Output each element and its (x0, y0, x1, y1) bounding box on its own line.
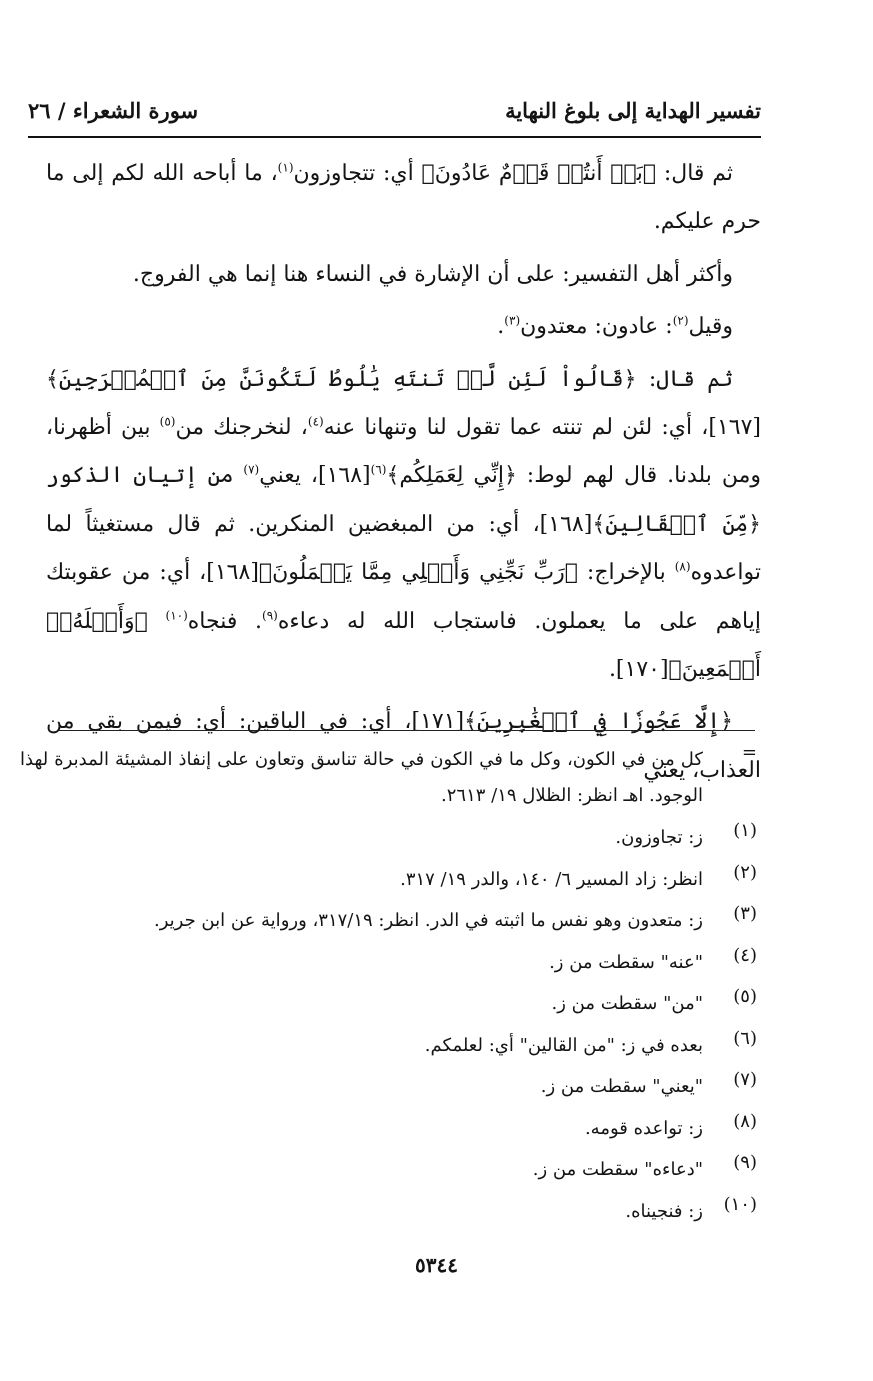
text-run: : عادون: معتدون (520, 314, 673, 340)
text-run: . فنجاه (187, 608, 263, 634)
footnote-ref: (٤) (307, 414, 324, 429)
footnote-text: انظر: زاد المسير ٦/ ١٤٠، والدر ١٩/ ٣١٧. (400, 868, 703, 890)
paragraph-1 (46, 150, 761, 247)
paragraph-5: ﴿إِلَّا عَجُوزٗا فِي ٱلۡغَٰبِرِينَ﴾[١٧١]، أي: في الباقين: أي: فيمن بقي من العذاب، يعني (46, 709, 761, 783)
running-header (28, 92, 761, 136)
footnote-item (20, 1152, 761, 1194)
footnote-item (20, 820, 761, 862)
footnote-ref: (٣) (504, 313, 521, 328)
book-title: تفسير الهداية إلى بلوغ النهاية (505, 98, 761, 123)
text-run: بالإخراج: ﴿رَبِّ نَجِّنِي وَأَهۡلِي مِمَّا يَعۡمَلُونَ﴾[١٦٨]، أي: من عقوبتك إياهم على ما يعملون. فاستجاب الله له دعاءه (46, 560, 761, 634)
text-run: ثم قال: ﴿بَلۡ أَنتُمۡ قَوۡمٌ عَادُونَ﴾ أي: تتجاوزون (293, 161, 733, 186)
footnote-text: بعده في ز: "من القالين" أي: لعلمكم. (424, 1034, 703, 1056)
footnote-text: "دعاءه" سقطت من ز. (532, 1159, 703, 1180)
footnote-text: "من" سقطت من ز. (551, 993, 703, 1014)
text-run: ، ما أباحه الله لكم إلى ما حرم عليكم. (46, 161, 761, 235)
footnote-number: (٨) (733, 1110, 757, 1132)
text-run: . (497, 314, 505, 340)
footnote-ref: (٢) (672, 313, 689, 328)
footnote-number: (٦) (733, 1027, 757, 1049)
footnote-item (20, 945, 761, 987)
footnote-ref: (٥) (159, 414, 176, 429)
text-run: ﴿وَأَهۡلَهُۥٓ أَجۡمَعِينَ﴾[١٧٠]. (46, 608, 761, 683)
text-run: من إتيان الذكور ﴿مِّنَ ٱلۡقَالِينَ﴾[١٦٨]، أي: من المبغضين المنكرين. ثم قال مستغيثاً لما تواعدوه (46, 463, 762, 586)
footnote-item (20, 862, 761, 904)
footnote-text: "عنه" سقطت من ز. (549, 951, 703, 973)
footnote-number: (٧) (733, 1069, 757, 1090)
footnote-item (20, 1111, 761, 1153)
footnote-item (20, 986, 761, 1028)
footnote-number: = (741, 742, 757, 763)
footnote-text: ز: فنجيناه. (625, 1200, 703, 1222)
main-text (46, 150, 761, 795)
footnote-ref: (١٠) (165, 608, 188, 623)
footnote-rule (58, 730, 755, 731)
paragraph-2: وأكثر أهل التفسير: على أن الإشارة في النساء هنا إنما هي الفروج. (132, 261, 733, 287)
header-rule (28, 136, 761, 138)
footnote-text: ز: تجاوزون. (615, 827, 703, 848)
footnotes (20, 742, 761, 1235)
footnote-number: (٥) (733, 986, 757, 1007)
footnote-ref: (٦) (370, 463, 387, 478)
footnote-text: ز: تواعده قومه. (584, 1117, 703, 1139)
footnote-text: ز: متعدون وهو نفس ما اثبته في الدر. انظر: ٣١٧/١٩، ورواية عن ابن جرير. (153, 910, 703, 931)
text-run: ، لنخرجنك من (175, 415, 308, 441)
footnote-ref: (٩) (262, 608, 278, 623)
footnote-ref: (٧) (243, 463, 260, 478)
footnote-text: "يعني" سقطت من ز. (540, 1076, 703, 1097)
paragraph-3 (46, 303, 761, 351)
footnote-number: (١٠) (723, 1193, 757, 1215)
footnote-item (20, 1194, 761, 1236)
surah-label: سورة الشعراء / ٢٦ (28, 98, 199, 123)
page-number: ٥٣٤٤ (415, 1253, 458, 1277)
paragraph-4 (46, 356, 761, 695)
text-run: وقيل (688, 314, 733, 340)
footnote-text: كل من في الكون، وكل ما في الكون في حالة تناسق وتعاون على إنفاذ المشيئة المدبرة لهذا الوجود. اهـ انظر: الظلال ١٩/ ٢٦١٣. (20, 749, 703, 806)
footnote-item (20, 1028, 761, 1070)
footnote-item (20, 1069, 761, 1111)
text-run: بين أظهرنا، ومن بلدنا. قال لهم لوط: ﴿إِنِّي لِعَمَلِكُم﴾ (46, 415, 762, 489)
footnote-ref: (٨) (674, 559, 691, 574)
footnote-item (20, 903, 761, 945)
footnote-number: (١) (733, 820, 757, 841)
footnote-ref: (١) (277, 160, 294, 175)
text-run: [١٦٨]، يعني (259, 463, 371, 489)
footnote-number: (٤) (733, 944, 757, 966)
text-run: ثم قال: ﴿قَالُواْ لَئِن لَّمۡ تَنتَهِ يَٰلُوطُ لَتَكُونَنَّ مِنَ ٱلۡمُخۡرَجِينَ﴾[١٦٧]، أي: لئن لم تنته عما تقول لنا وتنهانا عنه (46, 366, 761, 441)
footnote-item (20, 742, 761, 814)
footnote-number: (٩) (733, 1152, 757, 1173)
footnote-number: (٢) (733, 861, 757, 883)
footnote-number: (٣) (733, 903, 757, 924)
